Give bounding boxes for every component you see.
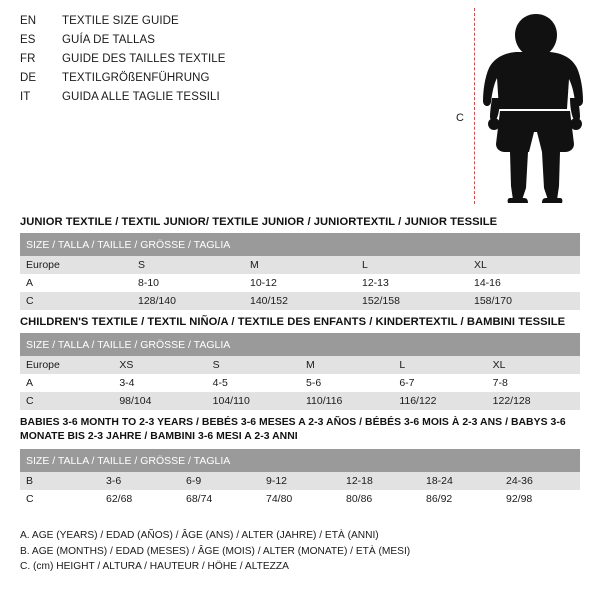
language-code: FR — [20, 53, 36, 65]
cell: M — [300, 356, 393, 374]
table-header-row — [20, 233, 580, 256]
cell: M — [244, 256, 356, 274]
cell: 12-18 — [340, 472, 420, 490]
cell: 116/122 — [393, 392, 486, 410]
children-size-table — [20, 333, 580, 410]
language-code: EN — [20, 15, 37, 27]
babies-size-table — [20, 449, 580, 508]
cell: S — [207, 356, 300, 374]
cell: 5-6 — [300, 374, 393, 392]
table-row — [20, 472, 580, 490]
language-title-block — [20, 12, 440, 107]
language-title: TEXTILGRÖßENFÜHRUNG — [62, 72, 210, 84]
language-title: TEXTILE SIZE GUIDE — [62, 15, 179, 27]
cell: XL — [468, 256, 580, 274]
cell: 68/74 — [180, 490, 260, 508]
cell: 6-7 — [393, 374, 486, 392]
cell: 12-13 — [356, 274, 468, 292]
legend-line-a: A. AGE (YEARS) / EDAD (AÑOS) / ÂGE (ANS) / ALTER (JAHRE) / ETÀ (ANNI) — [20, 530, 379, 541]
section-title: CHILDREN'S TEXTILE / TEXTIL NIÑO/A / TEXTILE DES ENFANTS / KINDERTEXTIL / BAMBINI TESSILE — [20, 316, 566, 328]
size-header-label: SIZE / TALLA / TAILLE / GRÖSSE / TAGLIA — [20, 449, 580, 472]
section-title: BABIES 3-6 MONTH TO 2-3 YEARS / BEBÉS 3-6 MESES A 2-3 AÑOS / BÉBÉS 3-6 MOIS À 2-3 ANS / BABYS 3-6 MONATE BIS 2-3 JAHRE / BAMBINI 3-6 MESI A 2-3 ANNI — [20, 417, 566, 442]
cell: 3-4 — [113, 374, 206, 392]
language-code: DE — [20, 72, 37, 84]
cell: 122/128 — [487, 392, 580, 410]
cell: 62/68 — [100, 490, 180, 508]
row-label: Europe — [20, 356, 113, 374]
cell: 158/170 — [468, 292, 580, 310]
toddler-silhouette-icon — [480, 12, 590, 207]
table-row — [20, 274, 580, 292]
table-header-row — [20, 449, 580, 472]
cell: 86/92 — [420, 490, 500, 508]
cell: S — [132, 256, 244, 274]
cell: 98/104 — [113, 392, 206, 410]
language-row-fr — [20, 50, 440, 69]
cell: 6-9 — [180, 472, 260, 490]
cell: 14-16 — [468, 274, 580, 292]
table-row — [20, 490, 580, 508]
cell: 10-12 — [244, 274, 356, 292]
language-title: GUIDA ALLE TAGLIE TESSILI — [62, 91, 220, 103]
cell: 152/158 — [356, 292, 468, 310]
height-guide-dashed-line — [474, 8, 475, 204]
row-label: Europe — [20, 256, 132, 274]
language-row-de — [20, 69, 440, 88]
legend-line-c: C. (cm) HEIGHT / ALTURA / HAUTEUR / HÖHE / ALTEZZA — [20, 561, 289, 572]
cell: 9-12 — [260, 472, 340, 490]
row-label: B — [20, 472, 100, 490]
height-measurement-figure — [440, 8, 590, 208]
cell: XS — [113, 356, 206, 374]
cell: 18-24 — [420, 472, 500, 490]
cell: 110/116 — [300, 392, 393, 410]
table-row — [20, 292, 580, 310]
cell: L — [356, 256, 468, 274]
cell: 3-6 — [100, 472, 180, 490]
legend-block — [20, 528, 580, 575]
height-measure-label: C — [456, 112, 464, 124]
cell: L — [393, 356, 486, 374]
size-header-label: SIZE / TALLA / TAILLE / GRÖSSE / TAGLIA — [20, 233, 580, 256]
cell: 92/98 — [500, 490, 580, 508]
language-code: ES — [20, 34, 36, 46]
cell: 104/110 — [207, 392, 300, 410]
cell: 74/80 — [260, 490, 340, 508]
row-label: C — [20, 292, 132, 310]
table-row — [20, 356, 580, 374]
row-label: A — [20, 374, 113, 392]
cell: 24-36 — [500, 472, 580, 490]
cell: 140/152 — [244, 292, 356, 310]
cell: 7-8 — [487, 374, 580, 392]
section-title: JUNIOR TEXTILE / TEXTIL JUNIOR/ TEXTILE JUNIOR / JUNIORTEXTIL / JUNIOR TESSILE — [20, 216, 498, 228]
language-code: IT — [20, 91, 31, 103]
table-row — [20, 392, 580, 410]
cell: XL — [487, 356, 580, 374]
language-row-it — [20, 88, 440, 107]
table-header-row — [20, 333, 580, 356]
size-header-label: SIZE / TALLA / TAILLE / GRÖSSE / TAGLIA — [20, 333, 580, 356]
table-row — [20, 256, 580, 274]
section-childrens-textile — [20, 316, 580, 410]
junior-size-table — [20, 233, 580, 310]
section-junior-textile — [20, 216, 580, 310]
cell: 8-10 — [132, 274, 244, 292]
table-row — [20, 374, 580, 392]
cell: 4-5 — [207, 374, 300, 392]
legend-line-b: B. AGE (MONTHS) / EDAD (MESES) / ÂGE (MOIS) / ALTER (MONATE) / ETÀ (MESI) — [20, 545, 411, 557]
section-babies-textile — [20, 416, 580, 508]
row-label: A — [20, 274, 132, 292]
row-label: C — [20, 490, 100, 508]
language-title: GUÍA DE TALLAS — [62, 34, 156, 46]
row-label: C — [20, 392, 113, 410]
cell: 128/140 — [132, 292, 244, 310]
language-title: GUIDE DES TAILLES TEXTILE — [62, 53, 226, 65]
cell: 80/86 — [340, 490, 420, 508]
language-row-es — [20, 31, 440, 50]
language-row-en — [20, 12, 440, 31]
